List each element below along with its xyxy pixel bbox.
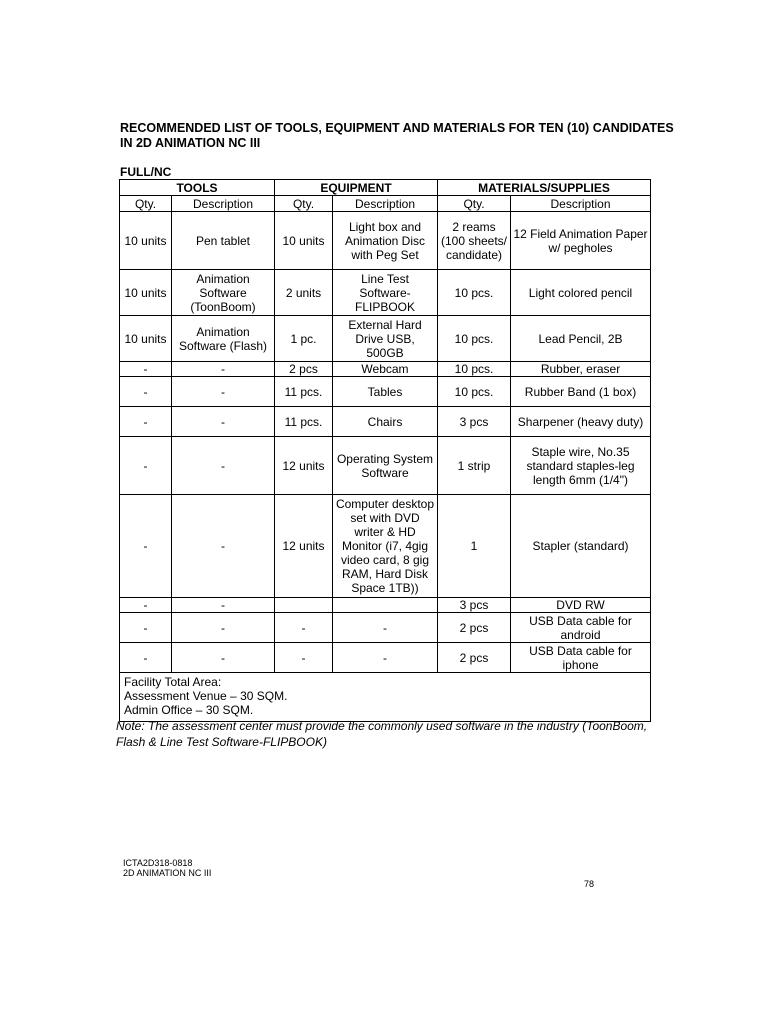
- facility-total-area: [120, 673, 651, 722]
- cell-tools-qty: 10 units: [120, 316, 172, 362]
- cell-equipment-qty: -: [275, 613, 333, 643]
- cell-equipment-description: Computer desktop set with DVD writer & HD Monitor (i7, 4gig video card, 8 gig RAM, Hard Disk Space 1TB)): [333, 495, 438, 598]
- cell-tools-description: -: [172, 377, 275, 407]
- footer-qualification: 2D ANIMATION NC III: [123, 868, 212, 878]
- cell-tools-description: -: [172, 362, 275, 377]
- cell-tools-qty: -: [120, 643, 172, 673]
- table-row: [120, 437, 651, 495]
- cell-equipment-description: Line Test Software-FLIPBOOK: [333, 270, 438, 316]
- cell-tools-description: Animation Software (ToonBoom): [172, 270, 275, 316]
- cell-equipment-qty: 12 units: [275, 495, 333, 598]
- cell-equipment-description: Webcam: [333, 362, 438, 377]
- cell-tools-qty: -: [120, 407, 172, 437]
- cell-equipment-qty: 12 units: [275, 437, 333, 495]
- cell-materials-description: Lead Pencil, 2B: [511, 316, 651, 362]
- header-tools: TOOLS: [120, 180, 275, 196]
- group-header-row: [120, 180, 651, 196]
- cell-tools-qty: 10 units: [120, 212, 172, 270]
- cell-tools-qty: -: [120, 613, 172, 643]
- cell-equipment-description: -: [333, 643, 438, 673]
- cell-equipment-qty: 11 pcs.: [275, 377, 333, 407]
- header-equipment: EQUIPMENT: [275, 180, 438, 196]
- cell-equipment-qty: 2 units: [275, 270, 333, 316]
- cell-tools-description: -: [172, 613, 275, 643]
- cell-tools-description: -: [172, 495, 275, 598]
- cell-materials-qty: 10 pcs.: [438, 270, 511, 316]
- cell-equipment-qty: -: [275, 643, 333, 673]
- cell-materials-qty: 3 pcs: [438, 407, 511, 437]
- table-row: [120, 270, 651, 316]
- table-row: [120, 407, 651, 437]
- facility-admin-office: Admin Office – 30 SQM.: [124, 703, 254, 717]
- subheader-materials-description: Description: [511, 196, 651, 212]
- cell-tools-qty: -: [120, 495, 172, 598]
- cell-materials-description: Light colored pencil: [511, 270, 651, 316]
- cell-materials-description: Rubber Band (1 box): [511, 377, 651, 407]
- cell-materials-qty: 1: [438, 495, 511, 598]
- cell-tools-description: -: [172, 643, 275, 673]
- cell-equipment-description: -: [333, 613, 438, 643]
- subheader-equipment-qty: Qty.: [275, 196, 333, 212]
- cell-materials-description: Staple wire, No.35 standard staples-leg length 6mm (1/4"): [511, 437, 651, 495]
- note-text: Note: The assessment center must provide the commonly used software in the industry (ToonBoom, Flash & Line Test Software-FLIPBOOK): [116, 719, 648, 749]
- cell-materials-description: USB Data cable for android: [511, 613, 651, 643]
- cell-materials-description: 12 Field Animation Paper w/ pegholes: [511, 212, 651, 270]
- cell-equipment-description: Light box and Animation Disc with Peg Set: [333, 212, 438, 270]
- table-row: [120, 212, 651, 270]
- cell-tools-description: Pen tablet: [172, 212, 275, 270]
- cell-equipment-description: Operating System Software: [333, 437, 438, 495]
- cell-materials-qty: 10 pcs.: [438, 377, 511, 407]
- subheader-tools-description: Description: [172, 196, 275, 212]
- cell-equipment-qty: 1 pc.: [275, 316, 333, 362]
- subheader-equipment-description: Description: [333, 196, 438, 212]
- section-label: FULL/NC: [120, 165, 172, 179]
- cell-equipment-description: [333, 598, 438, 613]
- cell-materials-description: DVD RW: [511, 598, 651, 613]
- table-row: [120, 613, 651, 643]
- header-materials-supplies: MATERIALS/SUPPLIES: [438, 180, 651, 196]
- footer-code: [123, 858, 211, 878]
- cell-tools-qty: -: [120, 437, 172, 495]
- cell-materials-qty: 3 pcs: [438, 598, 511, 613]
- facility-row: [120, 673, 651, 722]
- facility-heading: Facility Total Area:: [124, 675, 222, 689]
- cell-materials-description: Stapler (standard): [511, 495, 651, 598]
- table-row: [120, 643, 651, 673]
- cell-materials-description: Sharpener (heavy duty): [511, 407, 651, 437]
- footer-document-code: ICTA2D318-0818: [123, 858, 193, 868]
- subheader-tools-qty: Qty.: [120, 196, 172, 212]
- cell-materials-qty: 2 reams (100 sheets/ candidate): [438, 212, 511, 270]
- cell-materials-description: USB Data cable for iphone: [511, 643, 651, 673]
- cell-materials-qty: 10 pcs.: [438, 316, 511, 362]
- facility-assessment-venue: Assessment Venue – 30 SQM.: [124, 689, 288, 703]
- document-title: RECOMMENDED LIST OF TOOLS, EQUIPMENT AND MATERIALS FOR TEN (10) CANDIDATES IN 2D ANIMATION NC III: [120, 121, 674, 150]
- cell-equipment-qty: [275, 598, 333, 613]
- cell-tools-qty: -: [120, 362, 172, 377]
- cell-materials-qty: 1 strip: [438, 437, 511, 495]
- table-row: [120, 362, 651, 377]
- table-row: [120, 495, 651, 598]
- cell-equipment-qty: 10 units: [275, 212, 333, 270]
- subheader-row: [120, 196, 651, 212]
- cell-equipment-qty: 2 pcs: [275, 362, 333, 377]
- tools-equipment-materials-table: [119, 179, 651, 722]
- cell-equipment-description: Chairs: [333, 407, 438, 437]
- cell-equipment-qty: 11 pcs.: [275, 407, 333, 437]
- cell-materials-description: Rubber, eraser: [511, 362, 651, 377]
- cell-tools-description: -: [172, 598, 275, 613]
- cell-materials-qty: 10 pcs.: [438, 362, 511, 377]
- table-row: [120, 598, 651, 613]
- cell-tools-qty: -: [120, 598, 172, 613]
- cell-tools-description: -: [172, 407, 275, 437]
- cell-tools-description: -: [172, 437, 275, 495]
- cell-materials-qty: 2 pcs: [438, 613, 511, 643]
- cell-tools-description: Animation Software (Flash): [172, 316, 275, 362]
- page-number: 78: [584, 879, 595, 889]
- table-row: [120, 316, 651, 362]
- cell-materials-qty: 2 pcs: [438, 643, 511, 673]
- cell-equipment-description: Tables: [333, 377, 438, 407]
- cell-equipment-description: External Hard Drive USB, 500GB: [333, 316, 438, 362]
- subheader-materials-qty: Qty.: [438, 196, 511, 212]
- cell-tools-qty: -: [120, 377, 172, 407]
- cell-tools-qty: 10 units: [120, 270, 172, 316]
- table-row: [120, 377, 651, 407]
